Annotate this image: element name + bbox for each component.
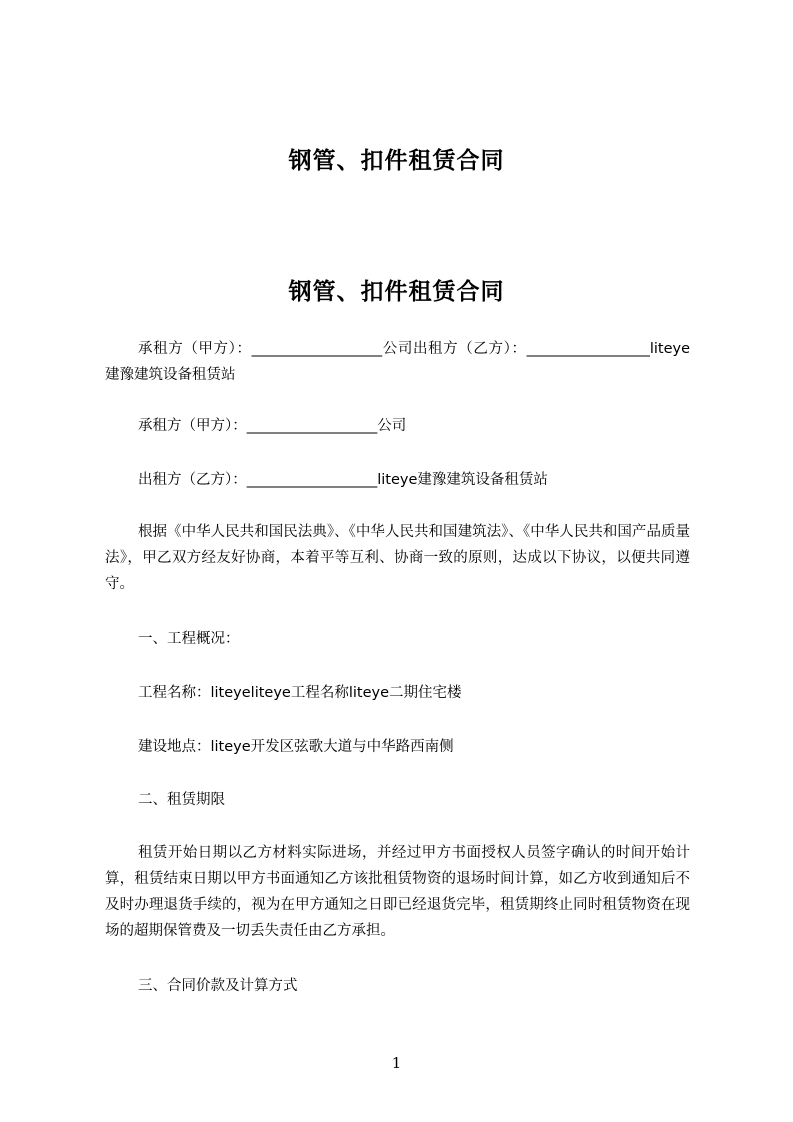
legal-basis-paragraph: 根据《中华人民共和国民法典》、《中华人民共和国建筑法》、《中华人民共和国产品质量法》，甲乙双方经友好协商，本着平等互利、协商一致的原则，达成以下协议，以便共同遵守。 <box>105 524 690 592</box>
project-name-line: 工程名称：liteyeliteye工程名称liteye二期住宅楼 <box>138 685 462 701</box>
construction-site-line: 建设地点：liteye开发区弦歌大道与中华路西南侧 <box>138 739 454 755</box>
lessee-party-line: 承租方（甲方）：__________________公司 <box>138 418 407 434</box>
parties-combined-line: 承租方（甲方）：__________________公司出租方（乙方）：_________________liteye建豫建筑设备租赁站 <box>105 341 690 383</box>
contract-title: 钢管、扣件租赁合同 <box>288 279 505 305</box>
section-2-heading: 二、租赁期限 <box>138 792 225 808</box>
lease-term-paragraph: 租赁开始日期以乙方材料实际进场，并经过甲方书面授权人员签字确认的时间开始计算，租赁结束日期以甲方书面通知乙方该批租赁物资的退场时间计算，如乙方收到通知后不及时办理退货手续的，视为在甲方通知之日即已经退货完毕，租赁期终止同时租赁物资在现场的超期保管费及一切丢失责任由乙方承担。 <box>105 845 690 939</box>
lessor-party-line: 出租方（乙方）：__________________liteye建豫建筑设备租赁站 <box>138 472 548 488</box>
section-3-heading: 三、合同价款及计算方式 <box>138 978 298 994</box>
document-header-title: 钢管、扣件租赁合同 <box>288 148 505 174</box>
section-1-heading: 一、工程概况： <box>138 631 240 647</box>
page-number: 1 <box>391 1054 402 1072</box>
